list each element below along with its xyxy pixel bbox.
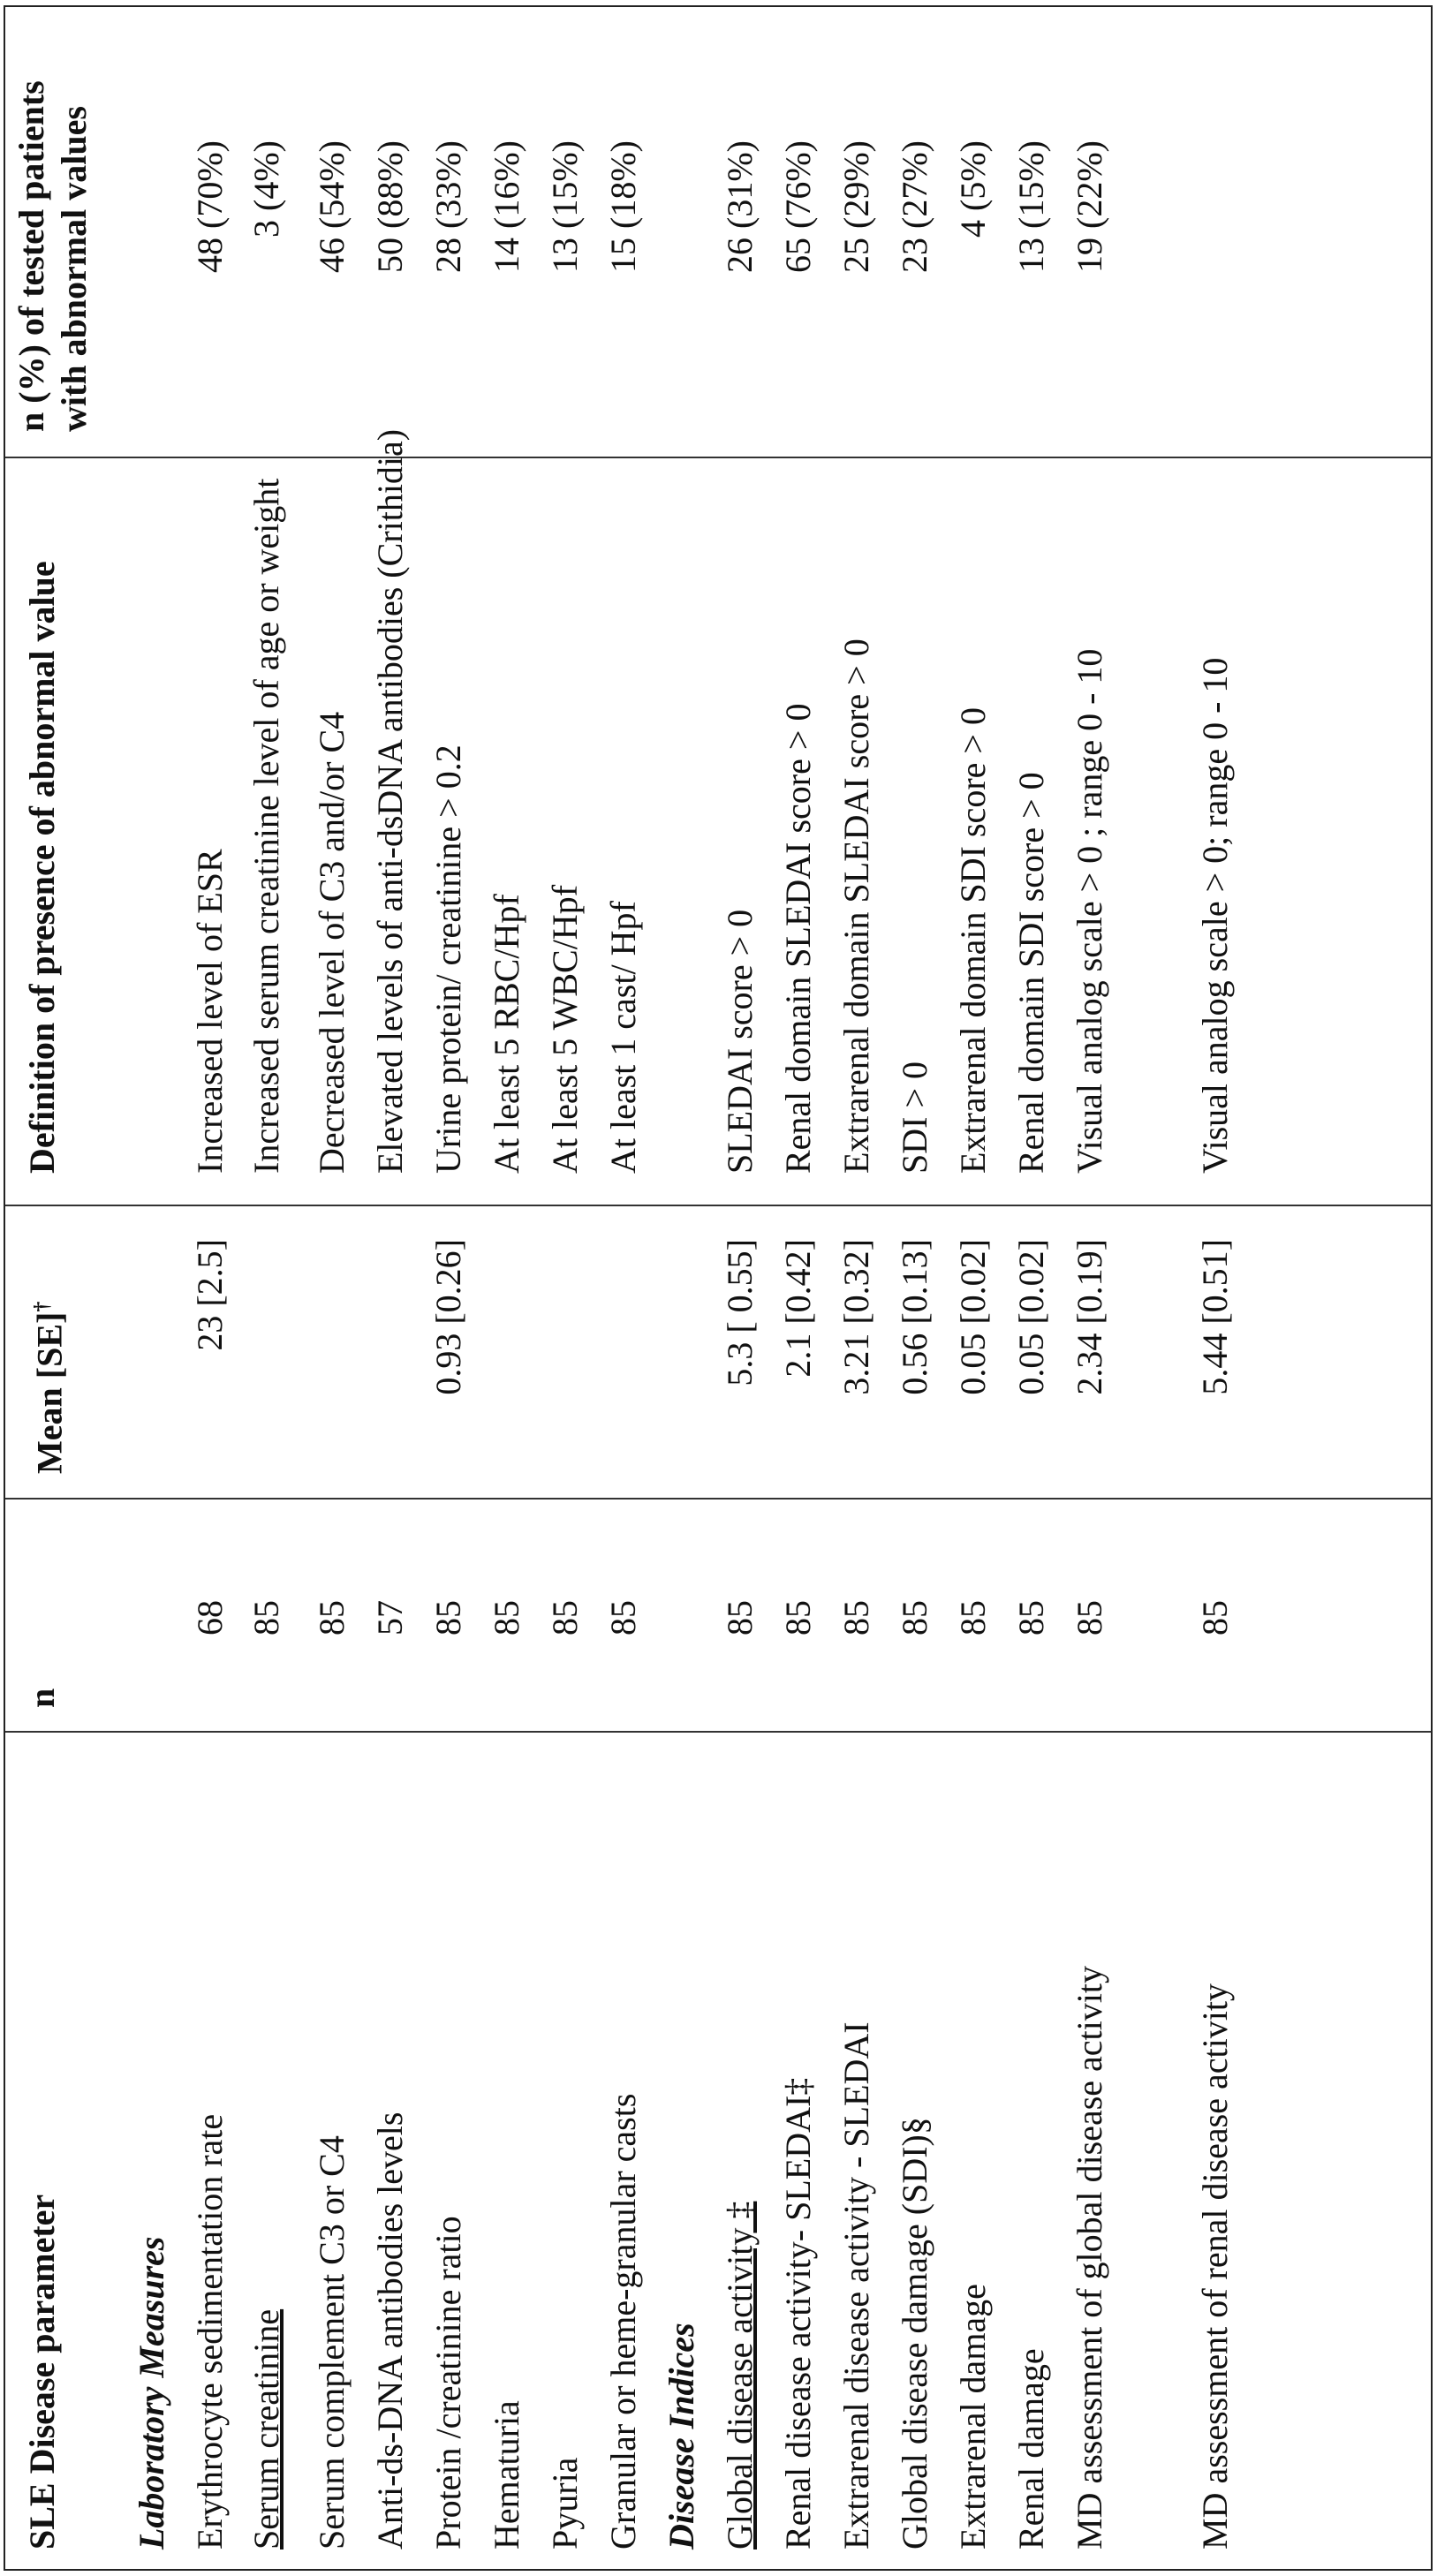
table-row bbox=[367, 7, 426, 2569]
n-cell: 85 bbox=[1067, 1600, 1113, 1733]
definition-cell: Renal domain SLEDAI score > 0 bbox=[775, 704, 821, 1174]
n-cell: 85 bbox=[1192, 1600, 1238, 1733]
mean-cell: 0.93 [0.26] bbox=[426, 1239, 472, 1500]
param-cell: Hematuria bbox=[484, 1755, 530, 2550]
table-row bbox=[1009, 7, 1067, 2569]
param-cell: Protein /creatinine ratio bbox=[426, 1755, 472, 2550]
section-row bbox=[129, 7, 187, 2569]
pct-cell: 13 (15%) bbox=[1009, 140, 1055, 458]
header-pct-line1: n (%) of tested patients bbox=[11, 80, 53, 432]
pct-cell: 23 (27%) bbox=[892, 140, 938, 458]
definition-cell: At least 5 RBC/Hpf bbox=[484, 894, 530, 1174]
table-row bbox=[484, 7, 542, 2569]
mean-cell: 0.56 [0.13] bbox=[892, 1239, 938, 1500]
n-cell: 85 bbox=[426, 1600, 472, 1733]
pct-cell: 50 (88%) bbox=[367, 140, 413, 458]
header-mean-footnote: † bbox=[31, 1302, 54, 1312]
param-cell: Renal damage bbox=[1009, 1755, 1055, 2550]
header-param: SLE Disease parameter bbox=[21, 2195, 64, 2550]
n-cell: 85 bbox=[309, 1600, 355, 1733]
pct-cell: 48 (70%) bbox=[187, 140, 233, 458]
n-cell: 85 bbox=[892, 1600, 938, 1733]
definition-cell: Decreased level of C3 and/or C4 bbox=[309, 712, 355, 1174]
table-row bbox=[892, 7, 950, 2569]
section-title: Disease Indices bbox=[659, 1755, 705, 2550]
param-cell: Extrarenal damage bbox=[950, 1755, 996, 2550]
table-row bbox=[950, 7, 1009, 2569]
definition-cell: Visual analog scale > 0 ; range 0 - 10 bbox=[1067, 649, 1113, 1174]
pct-cell: 19 (22%) bbox=[1067, 140, 1113, 458]
header-pct-line2: with abnormal values bbox=[53, 80, 95, 432]
table-row bbox=[426, 7, 484, 2569]
table-row bbox=[542, 7, 601, 2569]
mean-cell: 0.05 [0.02] bbox=[1009, 1239, 1055, 1500]
definition-cell: Extrarenal domain SLEDAI score > 0 bbox=[834, 638, 880, 1174]
param-cell: Renal disease activity- SLEDAI‡ bbox=[775, 1755, 821, 2550]
table-row bbox=[834, 7, 892, 2569]
definition-cell: Increased level of ESR bbox=[187, 849, 233, 1174]
section-title: Laboratory Measures bbox=[129, 1755, 175, 2550]
n-cell: 68 bbox=[187, 1600, 233, 1733]
table-row bbox=[775, 7, 834, 2569]
header-mean-label: Mean [SE] bbox=[29, 1312, 69, 1474]
param-cell: Granular or heme-granular casts bbox=[601, 1755, 647, 2550]
pct-cell: 65 (76%) bbox=[775, 140, 821, 458]
section-row bbox=[659, 7, 717, 2569]
table-row bbox=[1067, 7, 1191, 2569]
table-row bbox=[1192, 7, 1316, 2569]
param-cell: Anti-ds-DNA antibodies levels bbox=[367, 1755, 413, 2550]
n-cell: 85 bbox=[950, 1600, 996, 1733]
definition-cell: Renal domain SDI score > 0 bbox=[1009, 772, 1055, 1174]
table-row bbox=[309, 7, 367, 2569]
pct-cell: 14 (16%) bbox=[484, 140, 530, 458]
header-mean bbox=[21, 1302, 71, 1474]
param-cell: Pyuria bbox=[542, 1755, 588, 2550]
pct-cell: 13 (15%) bbox=[542, 140, 588, 458]
definition-cell: At least 1 cast/ Hpf bbox=[601, 901, 647, 1174]
mean-cell: 23 [2.5] bbox=[187, 1239, 233, 1500]
param-cell: MD assessment of renal disease activity bbox=[1192, 1755, 1238, 2550]
param-cell: Erythrocyte sedimentation rate bbox=[187, 1755, 233, 2550]
n-cell: 85 bbox=[717, 1600, 763, 1733]
definition-cell: SDI > 0 bbox=[892, 1061, 938, 1174]
param-cell: Serum creatinine bbox=[244, 1755, 290, 2550]
pct-cell: 26 (31%) bbox=[717, 140, 763, 458]
header-pct bbox=[11, 80, 95, 432]
n-cell: 85 bbox=[834, 1600, 880, 1733]
pct-cell: 4 (5%) bbox=[950, 140, 996, 458]
param-cell: Serum complement C3 or C4 bbox=[309, 1755, 355, 2550]
sle-parameters-table bbox=[4, 5, 1433, 2571]
mean-cell: 3.21 [0.32] bbox=[834, 1239, 880, 1500]
mean-cell: 0.05 [0.02] bbox=[950, 1239, 996, 1500]
definition-cell: Extrarenal domain SDI score > 0 bbox=[950, 707, 996, 1174]
mean-cell: 5.3 [ 0.55] bbox=[717, 1239, 763, 1500]
n-cell: 57 bbox=[367, 1600, 413, 1733]
definition-cell: Urine protein/ creatinine > 0.2 bbox=[426, 744, 472, 1174]
mean-cell: 5.44 [0.51] bbox=[1192, 1239, 1238, 1500]
pct-cell: 15 (18%) bbox=[601, 140, 647, 458]
param-cell: Extrarenal disease activity - SLEDAI bbox=[834, 1755, 880, 2550]
header-n: n bbox=[21, 1688, 64, 1708]
pct-cell: 25 (29%) bbox=[834, 140, 880, 458]
mean-cell: 2.34 [0.19] bbox=[1067, 1239, 1113, 1500]
definition-cell: SLEDAI score > 0 bbox=[717, 910, 763, 1174]
definition-cell: Increased serum creatinine level of age or weight bbox=[244, 479, 290, 1174]
param-cell: Global disease damage (SDI)§ bbox=[892, 1755, 938, 2550]
n-cell: 85 bbox=[601, 1600, 647, 1733]
table-row bbox=[187, 7, 246, 2569]
table-row bbox=[244, 7, 302, 2569]
pct-cell: 46 (54%) bbox=[309, 140, 355, 458]
pct-cell: 3 (4%) bbox=[244, 140, 290, 458]
n-cell: 85 bbox=[1009, 1600, 1055, 1733]
definition-cell: Visual analog scale > 0; range 0 - 10 bbox=[1192, 658, 1238, 1174]
rotated-page bbox=[0, 0, 1437, 2576]
table-row bbox=[717, 7, 775, 2569]
n-cell: 85 bbox=[244, 1600, 290, 1733]
n-cell: 85 bbox=[484, 1600, 530, 1733]
param-cell: MD assessment of global disease activity bbox=[1067, 1755, 1113, 2550]
definition-cell: At least 5 WBC/Hpf bbox=[542, 885, 588, 1174]
header-definition: Definition of presence of abnormal value bbox=[21, 561, 64, 1174]
mean-cell: 2.1 [0.42] bbox=[775, 1239, 821, 1500]
pct-cell: 28 (33%) bbox=[426, 140, 472, 458]
table-row bbox=[601, 7, 659, 2569]
param-cell: Global disease activity ‡ bbox=[717, 1755, 763, 2550]
definition-cell: Elevated levels of anti-dsDNA antibodies (Crithidia) bbox=[367, 429, 413, 1174]
n-cell: 85 bbox=[775, 1600, 821, 1733]
n-cell: 85 bbox=[542, 1600, 588, 1733]
